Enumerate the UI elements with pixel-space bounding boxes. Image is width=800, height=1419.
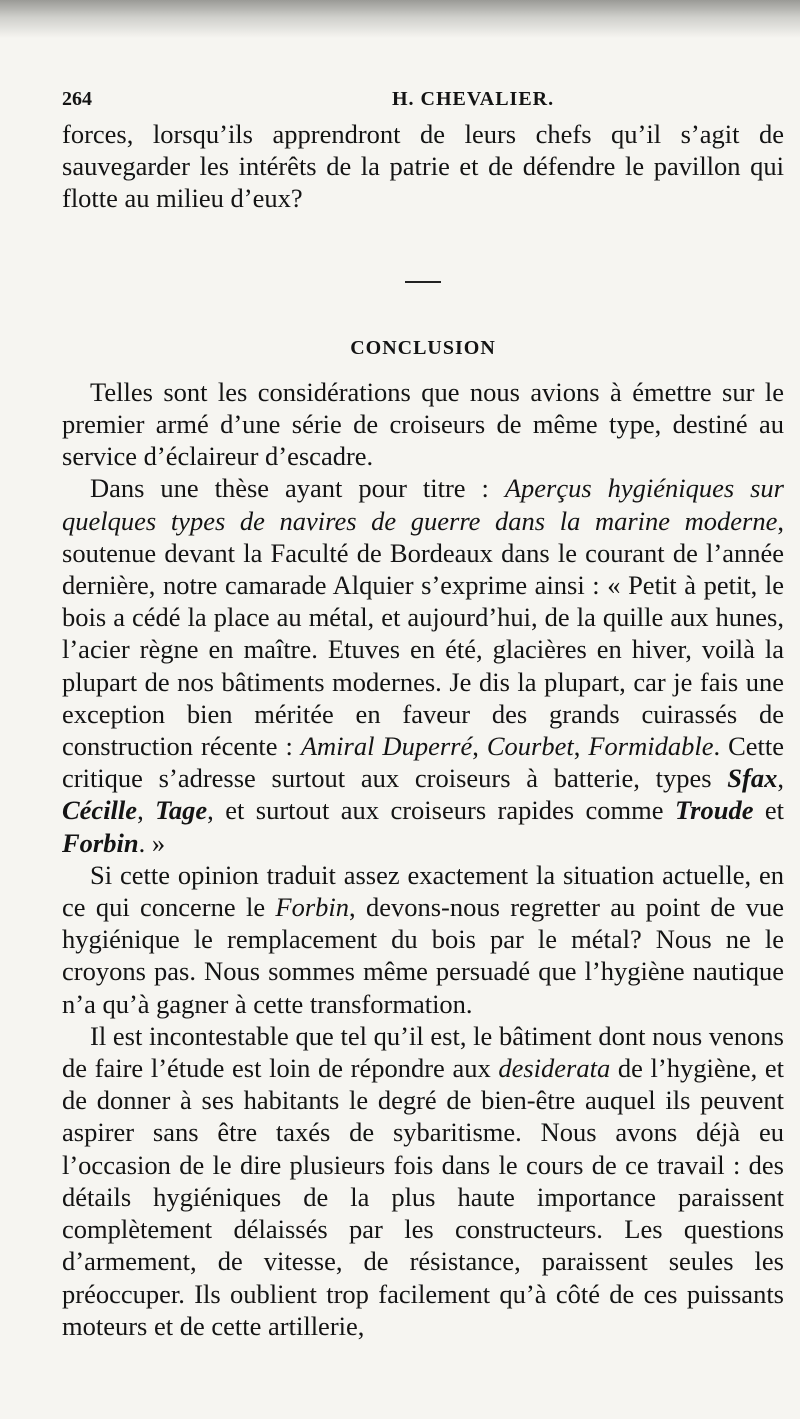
paragraph-3	[62, 859, 784, 1020]
section-divider	[405, 281, 441, 283]
p2-text-e: et	[753, 795, 785, 826]
p4-text-a: Il est incontestable que tel qu’il est, le bâtiment dont nous venons de faire l’étude est loin de répondre aux	[62, 1020, 784, 1084]
p2-text-d: , et surtout aux croiseurs rapides comme	[207, 795, 675, 826]
running-head-author: H. CHEVALIER.	[392, 88, 555, 110]
ship-name-amiral-duperre: Amiral Duperré	[300, 731, 473, 762]
thesis-title: Aperçus hygiéniques sur quelques types de navires de guerre dans la marine moderne	[62, 473, 784, 536]
ship-name-formidable: Formidable	[588, 731, 714, 762]
running-head	[62, 88, 742, 118]
paragraph-4	[62, 1020, 784, 1342]
ship-name-forbin: Forbin	[62, 827, 139, 858]
desiderata-term: desiderata	[498, 1053, 611, 1084]
p4-text-b: de l’hygiène, et de donner à ses habitants le degré de bien-être auquel ils peuvent aspirer sans être taxés de sybaritisme. Nous avons déjà eu l’occasion de le dire plusieurs fois dans le cours de ce travail : des détails hygiéniques de la plus haute importance paraissent complètement délaissés par les constructeurs. Les questions d’armement, de vitesse, de résistance, paraissent seules les préoccuper. Ils oublient trop facilement qu’à côté de ces puissants moteurs et de cette artillerie,	[62, 1053, 784, 1341]
page-number: 264	[62, 88, 92, 110]
p2-text-a: Dans une thèse ayant pour titre :	[90, 473, 505, 504]
paragraph-1: Telles sont les considérations que nous avions à émettre sur le premier armé d’une série de croiseurs de même type, destiné au service d’éclaireur d’escadre.	[62, 376, 784, 472]
ship-name-tage: Tage	[155, 795, 208, 826]
page-body	[62, 118, 784, 1342]
intro-paragraph: forces, lorsqu’ils apprendront de leurs chefs qu’il s’agit de sauvegarder les intérêts de la patrie et de défendre le pavillon qui flotte au milieu d’eux?	[62, 119, 784, 214]
ship-name-courbet: Courbet	[486, 731, 574, 762]
ship-name-sfax: Sfax	[727, 763, 778, 794]
ship-name-forbin-ref: Forbin	[275, 892, 350, 923]
scan-edge-shadow	[0, 0, 800, 38]
p2-text-f: . »	[138, 827, 166, 858]
ship-name-troude: Troude	[674, 795, 754, 826]
separator: ,	[777, 763, 784, 794]
p2-text-c: . Cette critique s’adresse surtout aux croiseurs à batterie, types	[62, 731, 785, 794]
separator: ,	[573, 731, 589, 762]
p3-text-a: Si cette opinion traduit assez exactement la situation actuelle, en ce qui concerne le	[62, 859, 784, 923]
paragraph-2	[62, 472, 784, 858]
p2-text-b: , soutenue devant la Faculté de Bordeaux dans le courant de l’année dernière, notre camarade Alquier s’exprime ainsi : « Petit à petit, le bois a cédé la place au métal, et aujourd’hui, de la quille aux hunes, l’acier règne en maître. Etuves en été, glacières en hiver, voilà la plupart de nos bâtiments modernes. Je dis la plupart, car je fais une exception bien méritée en faveur des grands cuirassés de construction récente :	[62, 505, 784, 762]
p3-text-b: , devons-nous regretter au point de vue hygiénique le remplacement du bois par le métal? Nous ne le croyons pas. Nous sommes même persuadé que l’hygiène nautique n’a qu’à gagner à cette transformation.	[62, 892, 784, 1019]
section-title: CONCLUSION	[350, 336, 496, 359]
ship-name-cecille: Cécille	[62, 795, 138, 826]
separator: ,	[137, 795, 156, 826]
separator: ,	[472, 731, 487, 762]
